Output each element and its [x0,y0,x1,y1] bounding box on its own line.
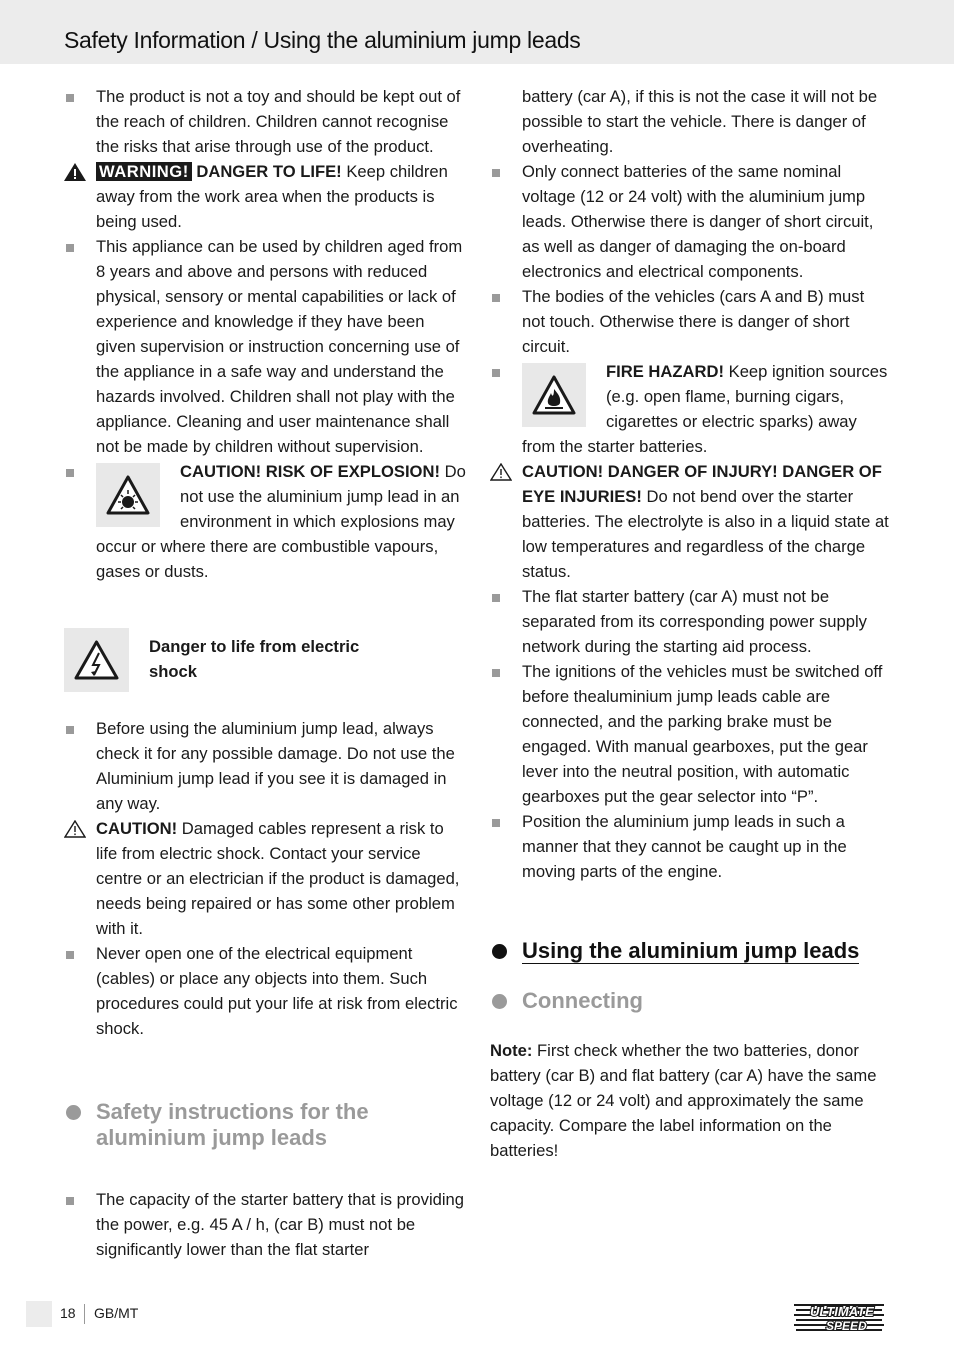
caution-triangle-icon [64,820,86,838]
bullet-square [66,726,74,734]
caution-triangle-icon [490,463,512,481]
injury-paragraph: CAUTION! DANGER OF INJURY! DANGER OF EYE INJURIES! Do not bend over the starter batteries. The electrolyte is also in a liquid state at low temperatures and regardless of the charge status. [490,459,890,584]
list-item: The capacity of the starter battery that is providing the power, e.g. 45 A / h, (car B) must not be significantly lower than the flat starter [64,1187,466,1262]
fire-hazard-paragraph: FIRE HAZARD! Keep ignition sources (e.g. open flame, burning cigars, cigarettes or electric sparks) away from the starter batteries. [490,359,890,459]
ultimate-speed-logo [792,1301,892,1335]
footer-divider [84,1304,85,1324]
note-paragraph: Note: First check whether the two batteries, donor battery (car B) and flat battery (car A) have the same voltage (12 or 24 volt) and approximately the same capacity. Compare the label information on the batteries! [490,1041,877,1160]
section-bullet [66,1105,81,1120]
section-heading: Safety instructions for the aluminium jump leads [64,1099,466,1151]
caution-paragraph: CAUTION! Damaged cables represent a risk to life from electric shock. Contact your service centre or an electrician if the product is damaged, needs being repaired or has some other problem with it. [64,816,466,941]
svg-text:SPEED: SPEED [826,1319,867,1333]
list-item: The ignitions of the vehicles must be switched off before thealuminium jump leads cable are connected, and the parking brake must be engaged. With manual gearboxes, put the gear lever into the neutral position, with automatic gearboxes put the gear selector into “P”. [490,659,890,809]
warning-triangle-icon [64,163,86,181]
bullet-square [492,594,500,602]
electric-shock-callout [64,628,466,692]
electric-shock-icon [74,638,119,682]
language-code: GB/MT [94,1305,139,1321]
bullet-square [66,951,74,959]
page-number: 18 [60,1305,76,1321]
list-item-continued: battery (car A), if this is not the case it will not be possible to start the vehicle. There is danger of overheating. [522,87,878,156]
list-item: Position the aluminium jump leads in such a manner that they cannot be caught up in the moving parts of the engine. [490,809,890,884]
bullet-square [66,1197,74,1205]
list-item: The product is not a toy and should be kept out of the reach of children. Children cannot recognise the risks that arise through use of the product. [64,84,466,159]
electric-shock-title: Danger to life from electric shock [149,637,360,681]
footer-marker [26,1301,52,1327]
list-item: This appliance can be used by children aged from 8 years and above and persons with reduced physical, sensory or mental capabilities or lack of experience and knowledge if they have been given supervision or instruction concerning use of the appliance in a safe way and understand the hazards involved. Children shall not play with the appliance. Cleaning and user maintenance shall not be made by children without supervision. [64,234,466,459]
warning-paragraph: WARNING! DANGER TO LIFE! Keep children away from the work area when the products is being used. [64,159,466,234]
explosion-hazard-icon [106,473,150,517]
left-column [64,84,466,1262]
list-item: Never open one of the electrical equipment (cables) or place any objects into them. Such procedures could put your life at risk from electric shock. [64,941,466,1041]
list-item: Only connect batteries of the same nominal voltage (12 or 24 volt) with the aluminium jump leads. Otherwise there is danger of short circuit, as well as danger of damaging the on-board electronics and electrical components. [490,159,890,284]
svg-text:ULTIMATE: ULTIMATE [810,1304,874,1319]
section-heading: Using the aluminium jump leads [490,938,890,964]
section-bullet [492,944,507,959]
bullet-square [66,94,74,102]
list-item: The flat starter battery (car A) must not be separated from its corresponding power supply network during the starting aid process. [490,584,890,659]
bullet-square [492,669,500,677]
bullet-square [492,294,500,302]
bullet-square [66,244,74,252]
page-header [0,0,954,64]
bullet-square [66,469,74,477]
page-title: Safety Information / Using the aluminium jump leads [64,27,581,53]
section-bullet [492,994,507,1009]
list-item: Before using the aluminium jump lead, always check it for any possible damage. Do not use the Aluminium jump lead if you see it is damaged in any way. [64,716,466,816]
electric-shock-icon-box [64,628,129,692]
warning-label: WARNING! [96,162,192,181]
right-column [490,84,890,1163]
list-item: The bodies of the vehicles (cars A and B) must not touch. Otherwise there is danger of short circuit. [490,284,890,359]
fire-hazard-box [522,363,586,427]
explosion-paragraph: CAUTION! RISK OF EXPLOSION! Do not use the aluminium jump lead in an environment in which explosions may occur or where there are combustible vapours, gases or dusts. [64,459,466,584]
subsection-heading: Connecting [490,988,890,1014]
bullet-square [492,369,500,377]
fire-hazard-icon [532,373,576,417]
explosion-hazard-box [96,463,160,527]
bullet-square [492,819,500,827]
bullet-square [492,169,500,177]
